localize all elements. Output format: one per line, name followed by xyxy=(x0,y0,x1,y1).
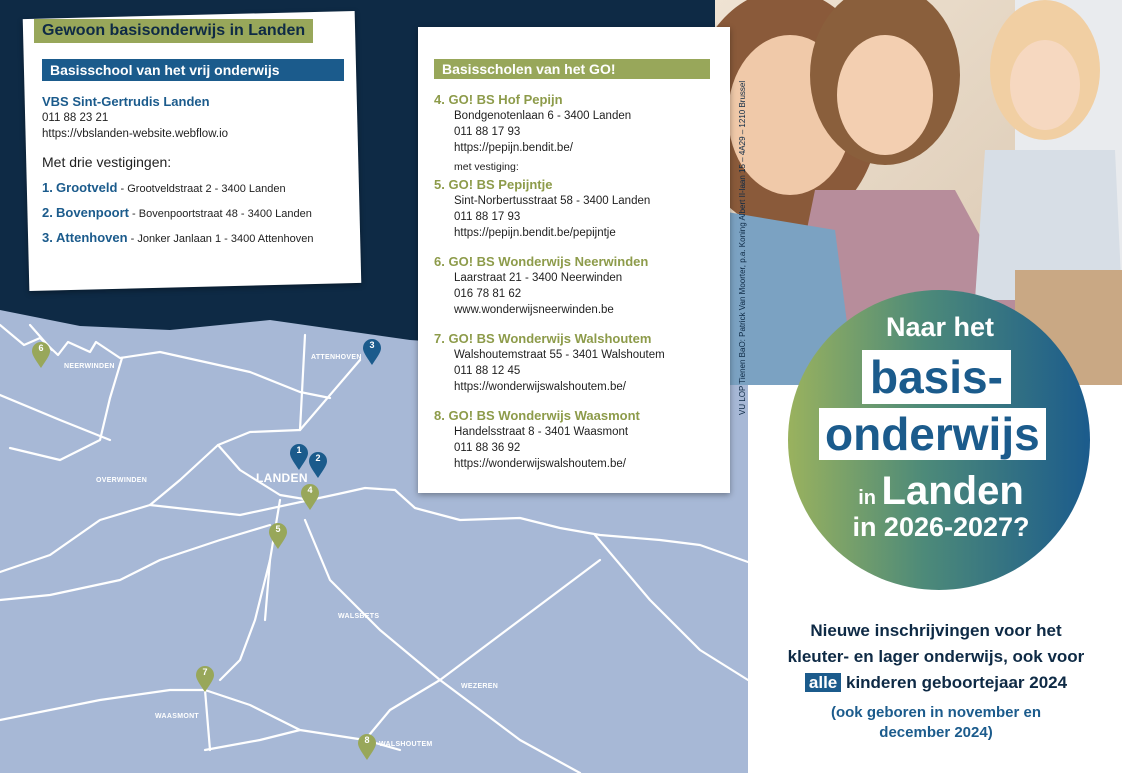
go-school-item: 6. GO! BS Wonderwijs Neerwinden Laarstraat 21 - 3400 Neerwinden 016 78 81 62 www.wonderwijsneerwinden.be xyxy=(434,254,724,318)
go-school-name: GO! BS Wonderwijs Neerwinden xyxy=(448,254,649,269)
vrij-onderwijs-header: Basisschool van het vrij onderwijs xyxy=(42,59,344,81)
go-school-item: 8. GO! BS Wonderwijs Waasmont Handelsstraat 8 - 3401 Waasmont 011 88 36 92 https://wonderwijswalshoutem.be/ xyxy=(434,408,724,472)
section-title: Gewoon basisonderwijs in Landen xyxy=(34,19,313,43)
map-pin-2[interactable]: 2 xyxy=(308,451,328,479)
go-school-item: 5. GO! BS Pepijntje Sint-Norbertusstraat 58 - 3400 Landen 011 88 17 93 https://pepijn.bendit.be/pepijntje xyxy=(434,177,724,241)
circle-line4: in Landen xyxy=(858,469,1024,513)
circle-line1: Naar het xyxy=(885,312,995,342)
map-pin-6[interactable]: 6 xyxy=(31,341,51,369)
vrij-location: 2. Bovenpoort - Bovenpoortstraat 48 - 3400 Landen xyxy=(42,205,312,220)
vrij-location: 3. Attenhoven - Jonker Janlaan 1 - 3400 Attenhoven xyxy=(42,230,314,245)
go-school-url[interactable]: https://pepijn.bendit.be/pepijntje xyxy=(454,227,616,239)
go-school-list xyxy=(434,92,724,472)
vrij-school-block xyxy=(42,94,313,251)
alle-highlight: alle xyxy=(805,673,841,692)
bottom-line1: Nieuwe inschrijvingen voor het xyxy=(810,621,1062,640)
map-pin-7[interactable]: 7 xyxy=(195,665,215,693)
go-school-url[interactable]: https://wonderwijswalshoutem.be/ xyxy=(454,458,626,470)
map-pin-5[interactable]: 5 xyxy=(268,522,288,550)
map-label-overwinden: OVERWINDEN xyxy=(96,477,148,484)
vu-imprint: VU LOP Tienen BaO: Patrick Van Moorter, p.a. Koning Albert II-laan 15 – 4A29 – 1210 Brussel xyxy=(738,80,747,415)
map-pin-8[interactable]: 8 xyxy=(357,733,377,761)
bottom-line3: alle kinderen geboortejaar 2024 xyxy=(760,670,1112,696)
go-school-item: 4. GO! BS Hof Pepijn Bondgenotenlaan 6 - 3400 Landen 011 88 17 93 https://pepijn.bendit.be/ met vestiging: xyxy=(434,92,724,175)
go-school-url[interactable]: https://pepijn.bendit.be/ xyxy=(454,142,573,154)
map-pin-3[interactable]: 3 xyxy=(362,338,382,366)
go-school-name: GO! BS Wonderwijs Walshoutem xyxy=(448,331,652,346)
go-school-name: GO! BS Pepijntje xyxy=(448,177,553,192)
go-school-url[interactable]: https://wonderwijswalshoutem.be/ xyxy=(454,381,626,393)
vrij-school-name: VBS Sint-Gertrudis Landen xyxy=(42,94,210,109)
map-label-landen: LANDEN xyxy=(256,471,308,485)
go-school-url[interactable]: www.wonderwijsneerwinden.be xyxy=(454,304,614,316)
go-school-name: GO! BS Hof Pepijn xyxy=(448,92,563,107)
map-label-neerwinden: NEERWINDEN xyxy=(64,363,115,370)
map-label-waasmont: WAASMONT xyxy=(155,713,200,720)
circle-line2: basis- xyxy=(862,350,1011,404)
map-pin-4[interactable]: 4 xyxy=(300,483,320,511)
circle-line3: onderwijs xyxy=(819,408,1046,460)
map-label-wezeren: WEZEREN xyxy=(461,683,499,690)
vrij-intro: Met drie vestigingen: xyxy=(42,154,172,170)
circle-line5: in 2026-2027? xyxy=(852,512,1030,542)
map-pin-1[interactable]: 1 xyxy=(289,443,309,471)
go-school-name: GO! BS Wonderwijs Waasmont xyxy=(448,408,640,423)
map-label-walshoutem: WALSHOUTEM xyxy=(379,741,433,748)
vrij-school-url[interactable]: https://vbslanden-website.webflow.io xyxy=(42,128,229,140)
vrij-location: 1. Grootveld - Grootveldstraat 2 - 3400 Landen xyxy=(42,180,286,195)
bottom-sub1: (ook geboren in november en xyxy=(830,704,1042,721)
bottom-sub2: december 2024) xyxy=(879,724,993,741)
go-school-item: 7. GO! BS Wonderwijs Walshoutem Walshoutemstraat 55 - 3401 Walshoutem 011 88 12 45 https://wonderwijswalshoutem.be/ xyxy=(434,331,724,395)
vrij-location-list xyxy=(42,176,313,251)
map-label-attenhoven: ATTENHOVEN xyxy=(311,354,362,361)
map-label-walsbets: WALSBETS xyxy=(338,613,380,620)
go-header: Basisscholen van het GO! xyxy=(434,59,710,79)
bottom-line2: kleuter- en lager onderwijs, ook voor xyxy=(787,647,1085,666)
vrij-school-phone: 011 88 23 21 xyxy=(42,112,109,124)
